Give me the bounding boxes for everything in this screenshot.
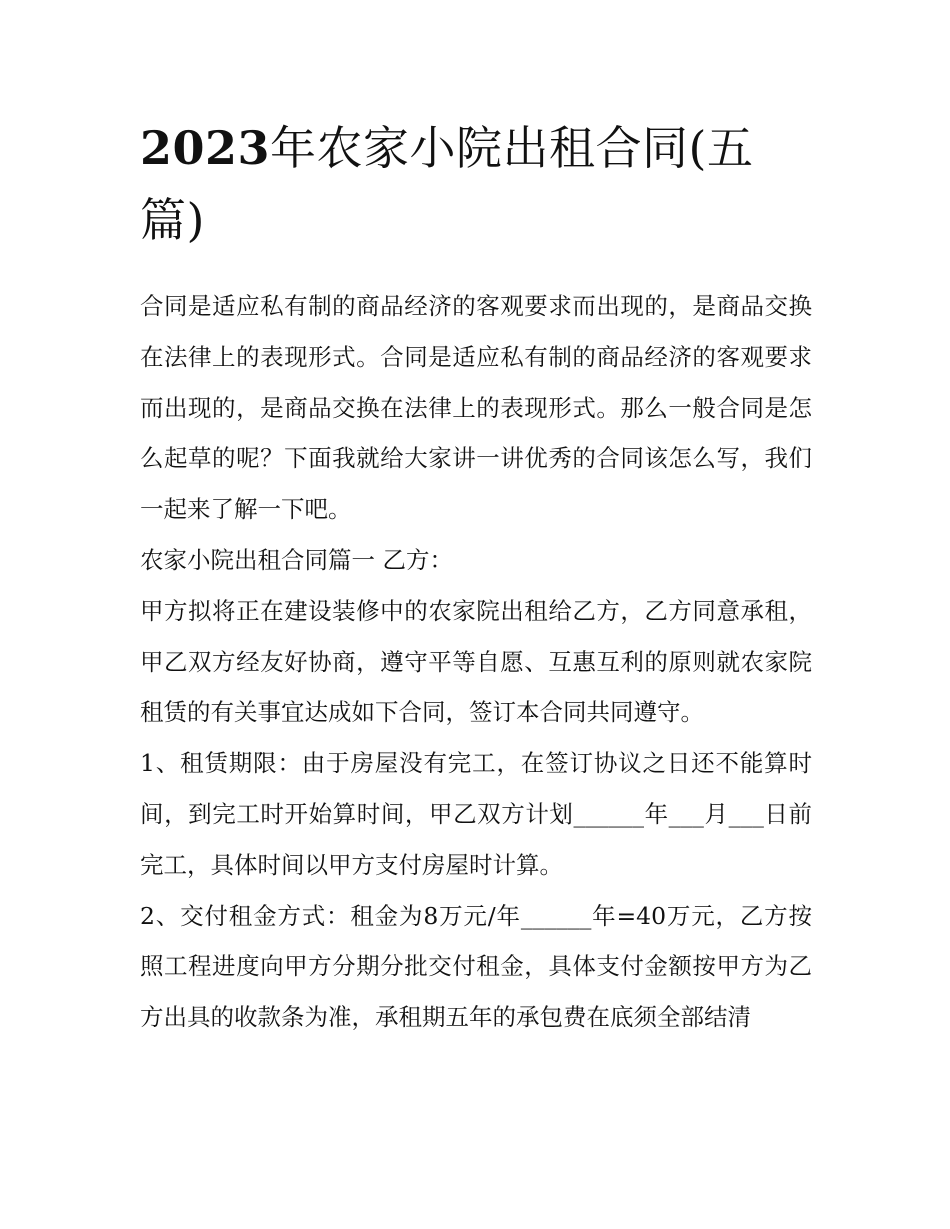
section-heading: 农家小院出租合同篇一 乙方： bbox=[140, 545, 453, 574]
title-text: 年农家小院出租合同(五篇) bbox=[140, 121, 754, 247]
clause-2-rent-payment: 2、交付租金方式：租金为8万元/年______年=40万元，乙方按照工程进度向甲方分期分批交付租金，具体支付金额按甲方为乙方出具的收款条为准，承租期五年的承包费在底须全部结清 bbox=[140, 901, 812, 1032]
document-title bbox=[140, 112, 812, 256]
contract-preamble: 甲方拟将正在建设装修中的农家院出租给乙方，乙方同意承租，甲乙双方经友好协商，遵守平等自愿、互惠互利的原则就农家院租赁的有关事宜达成如下合同，签订本合同共同遵守。 bbox=[140, 596, 812, 727]
document-page bbox=[140, 112, 812, 1043]
title-year: 2023 bbox=[140, 121, 271, 175]
clause-1-lease-term: 1、租赁期限：由于房屋没有完工，在签订协议之日还不能算时间，到完工时开始算时间，甲乙双方计划______年___月___日前完工，具体时间以甲方支付房屋时计算。 bbox=[140, 749, 812, 879]
intro-paragraph: 合同是适应私有制的商品经济的客观要求而出现的，是商品交换在法律上的表现形式。合同是适应私有制的商品经济的客观要求而出现的，是商品交换在法律上的表现形式。那么一般合同是怎么起草的呢？下面我就给大家讲一讲优秀的合同该怎么写，我们一起来了解一下吧。 bbox=[140, 292, 812, 524]
